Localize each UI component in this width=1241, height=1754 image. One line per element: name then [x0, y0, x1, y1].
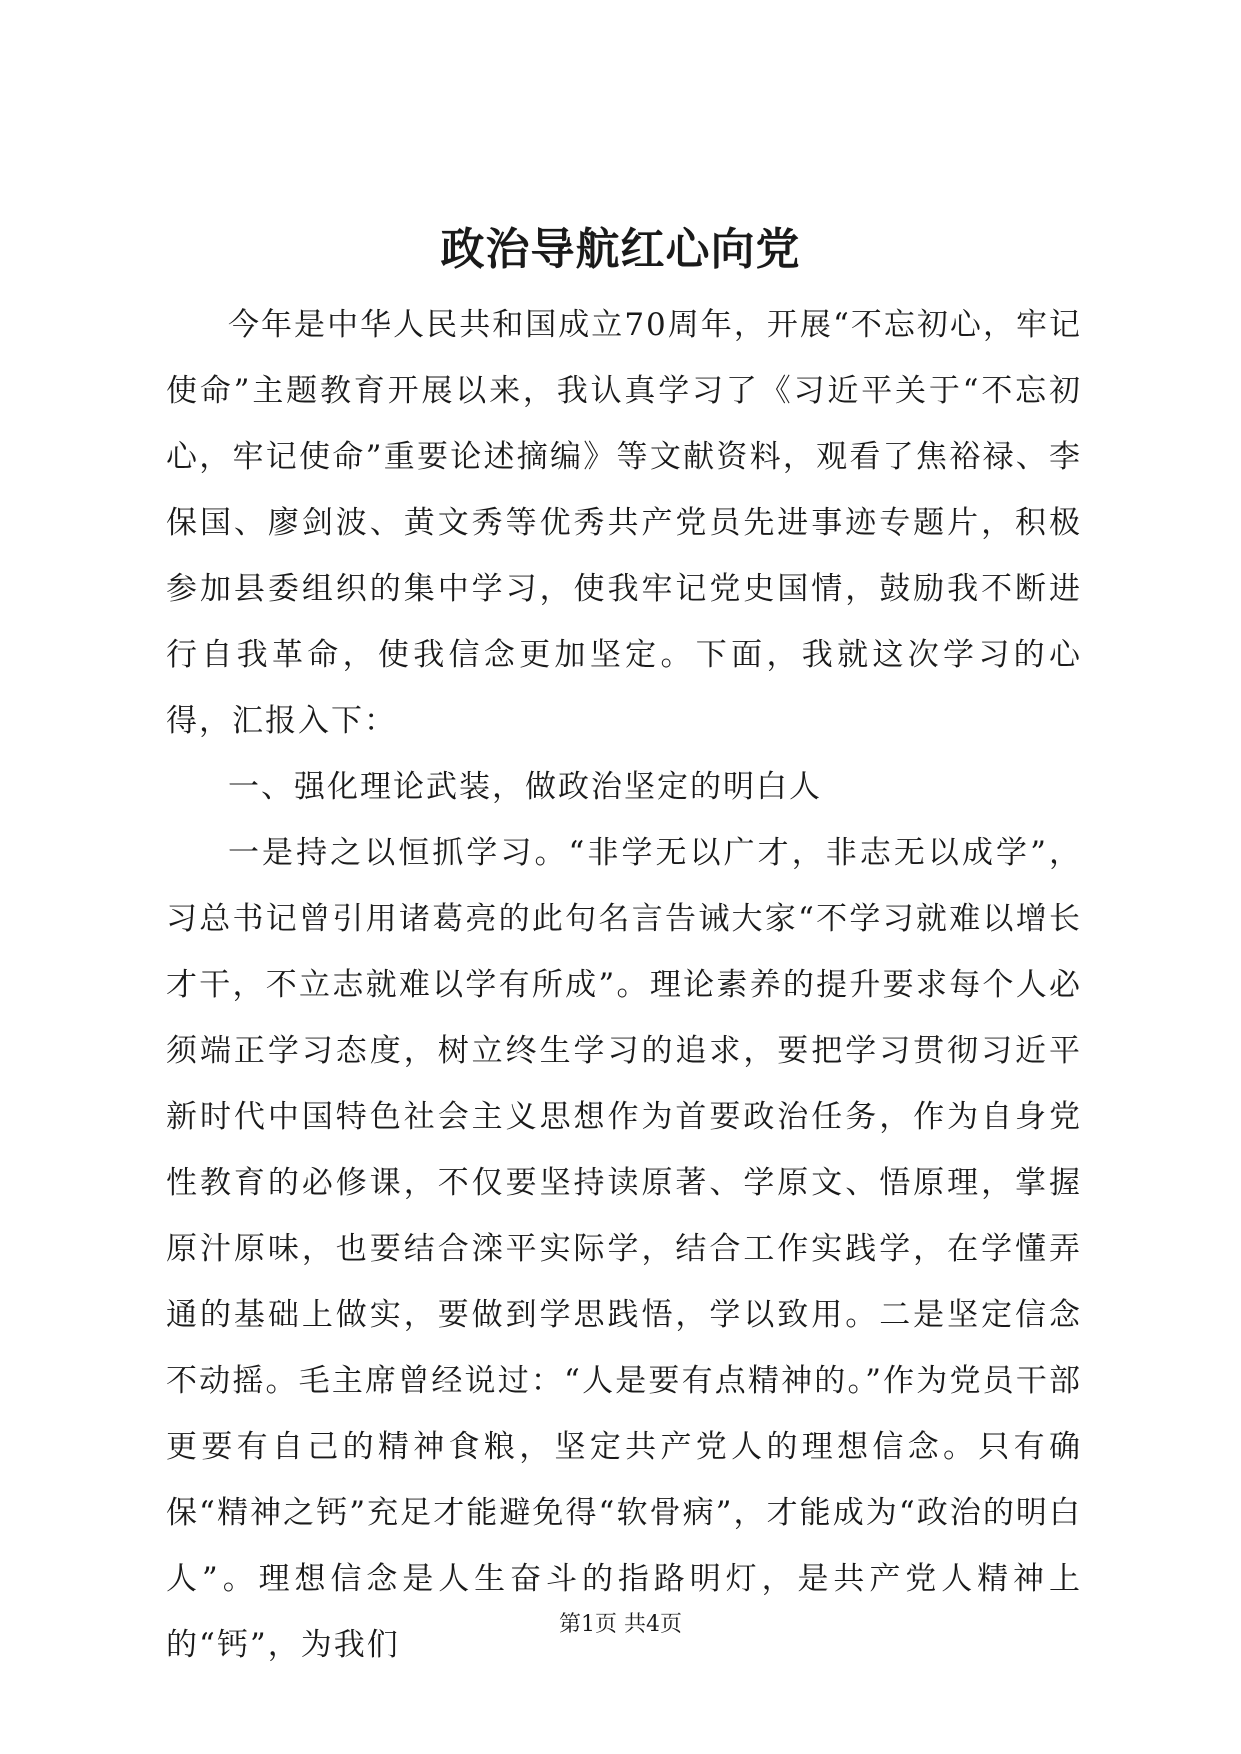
paragraph-intro: 今年是中华人民共和国成立70周年，开展“不忘初心，牢记使命”主题教育开展以来，我认真学习了《习近平关于“不忘初心，牢记使命”重要论述摘编》等文献资料，观看了焦裕禄、李保国、廖剑波、黄文秀等优秀共产党员先进事迹专题片，积极参加县委组织的集中学习，使我牢记党史国情，鼓励我不断进行自我革命，使我信念更加坚定。下面，我就这次学习的心得，汇报入下： — [166, 307, 1082, 739]
document-body — [166, 292, 1082, 1678]
page-footer: 第1页 共4页 — [559, 1612, 682, 1637]
document-title: 政治导航红心向党 — [440, 224, 801, 275]
paragraph-study: 一是持之以恒抓学习。“非学无以广才，非志无以成学”，习总书记曾引用诸葛亮的此句名言告诫大家“不学习就难以增长才干，不立志就难以学有所成”。理论素养的提升要求每个人必须端正学习态度，树立终生学习的追求，要把学习贯彻习近平新时代中国特色社会主义思想作为首要政治任务，作为自身党性教育的必修课，不仅要坚持读原著、学原文、悟原理，掌握原汁原味，也要结合滦平实际学，结合工作实践学，在学懂弄通的基础上做实，要做到学思践悟，学以致用。二是坚定信念不动摇。毛主席曾经说过：“人是要有点精神的。”作为党员干部更要有自己的精神食粮，坚定共产党人的理想信念。只有确保“精神之钙”充足才能避免得“软骨病”，才能成为“政治的明白人”。理想信念是人生奋斗的指路明灯，是共产党人精神上的“钙”，为我们 — [166, 835, 1082, 1663]
section-heading: 一、强化理论武装，做政治坚定的明白人 — [228, 769, 822, 805]
